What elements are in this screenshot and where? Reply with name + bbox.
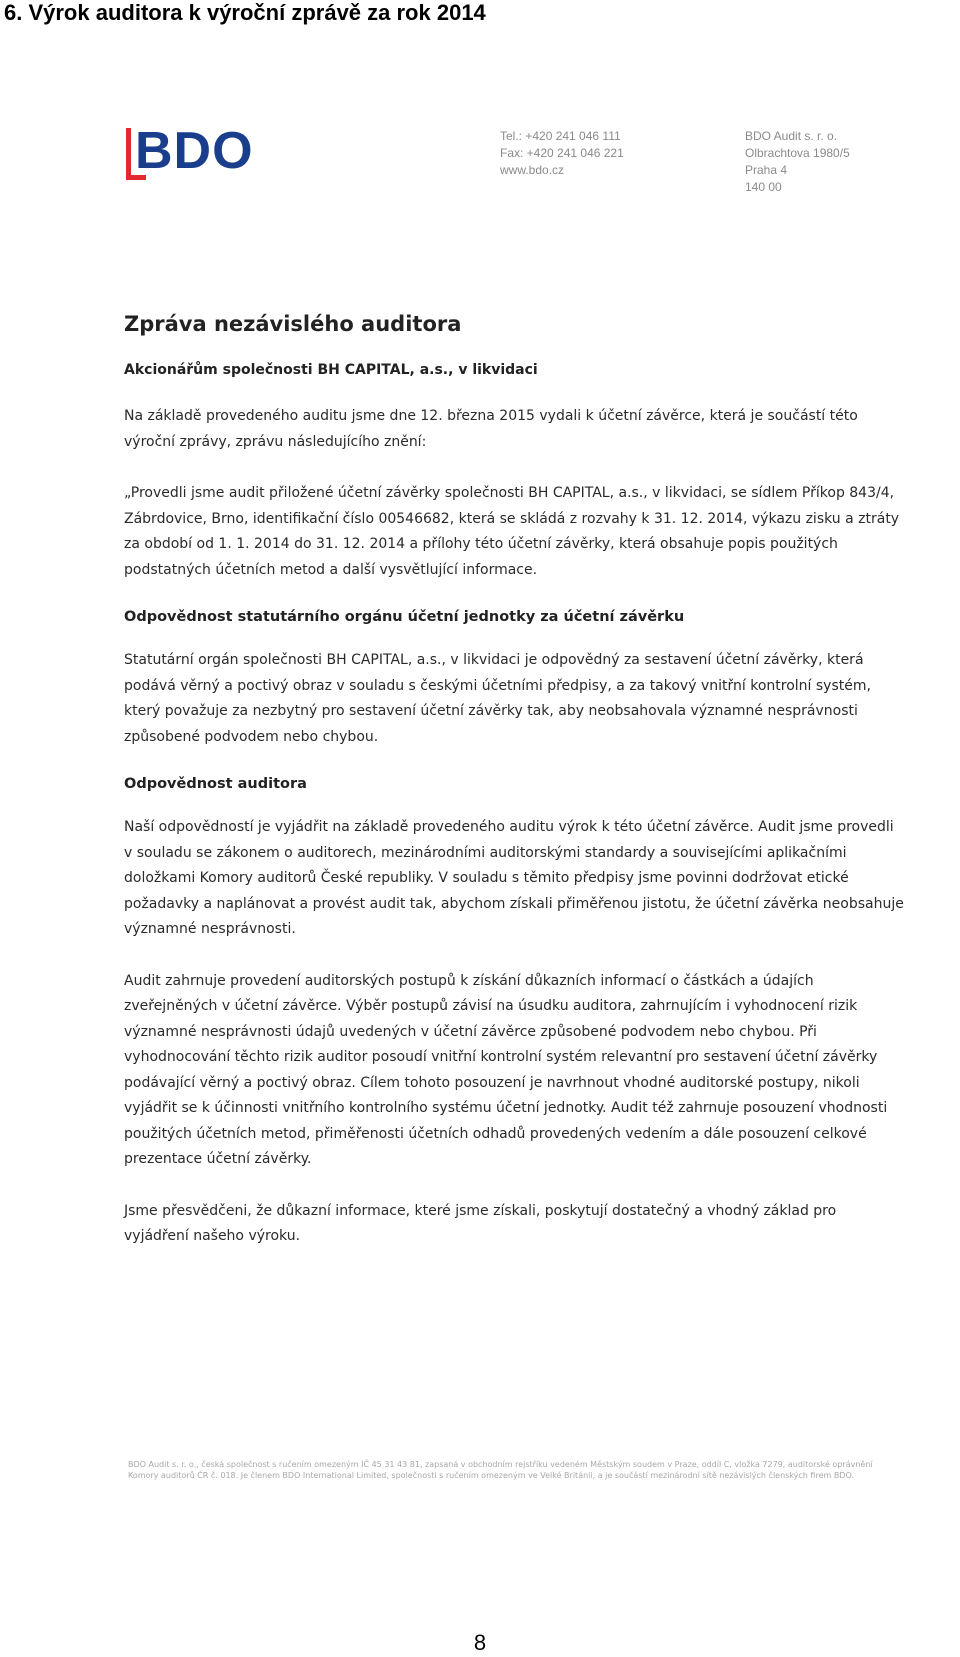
intro-paragraph: Na základě provedeného auditu jsme dne 12. března 2015 vydali k účetní závěrce, která je součástí této výroční zprávy, zprávu následujícího znění: [124,408,858,450]
report-body [124,312,904,1276]
address-street: Olbrachtova 1980/5 [745,146,850,160]
section-statutory-text: Statutární orgán společnosti BH CAPITAL, a.s., v likvidaci je odpovědný za sestavení účetní závěrky, která podává věrný a poctivý obraz v souladu s českými účetními předpisy, a za takový vnitřní kontrolní systém, který považuje za nezbytný pro sestavení účetní závěrky tak, aby neobsahovala významné nesprávnosti způsobené podvodem nebo chybou. [124,652,871,745]
logo-bracket-icon [126,128,131,179]
logo-text: BDO [135,122,254,180]
page-number: 8 [473,1630,487,1655]
contact-phone: Tel.: +420 241 046 111 [500,129,621,143]
report-title: Zpráva nezávislého auditora [124,312,462,336]
bdo-logo [126,122,266,184]
letterhead-footer: BDO Audit s. r. o., česká společnost s ručením omezeným IČ 45 31 43 81, zapsaná v obchodním rejstříku vedeném Městským soudem v Praze, oddíl C, vložka 7279, auditorské oprávnění Komory auditorů ČR č. 018. Je členem BDO International Limited, společnosti s ručením omezeným ve Velké Británii, a je součástí mezinárodní sítě nezávislých členských firem BDO. [128,1460,873,1480]
section-heading-auditor: Odpovědnost auditora [124,776,307,792]
auditor-paragraph-2: Audit zahrnuje provedení auditorských postupů k získání důkazních informací o částkách a údajích zveřejněných v účetní závěrce. Výběr postupů závisí na úsudku auditora, zahrnujícím i vyhodnocení rizik významné nesprávnosti údajů uvedených v účetní závěrce způsobené podvodem nebo chybou. Při vyhodnocování těchto rizik auditor posoudí vnitřní kontrolní systém relevantní pro sestavení účetní závěrky podávající věrný a poctivý obraz. Cílem tohoto posouzení je navrhnout vhodné auditorské postupy, nikoli vyjádřit se k účinnosti vnitřního kontrolního systému účetní jednotky. Audit též zahrnuje posouzení vhodnosti použitých účetních metod, přiměřenosti účetních odhadů provedených vedením a dále posouzení celkové prezentace účetní závěrky. [124,972,888,1167]
address-block [745,128,850,196]
chapter-heading: 6. Výrok auditora k výroční zprávě za rok 2014 [4,0,486,25]
contact-web: www.bdo.cz [500,163,565,177]
auditor-paragraph-1: Naší odpovědností je vyjádřit na základě provedeného auditu výrok k této účetní závěrce. Audit jsme provedli v souladu se zákonem o auditorech, mezinárodními auditorskými standardy a souvisejícími aplikačními doložkami Komory auditorů České republiky. V souladu s těmito předpisy jsme povinni dodržovat etické požadavky a naplánovat a provést audit tak, abychom získali přiměřenou jistotu, že účetní závěrka neobsahuje významné nesprávnosti. [124,819,904,937]
address-zip: 140 00 [745,180,782,194]
report-addressee: Akcionářům společnosti BH CAPITAL, a.s., v likvidaci [124,362,538,378]
quote-paragraph: „Provedli jsme audit přiložené účetní závěrky společnosti BH CAPITAL, a.s., v likvidaci, se sídlem Příkop 843/4, Zábrdovice, Brno, identifikační číslo 00546682, která se skládá z rozvahy k 31. 12. 2014, výkazu zisku a ztráty za období od 1. 1. 2014 do 31. 12. 2014 a přílohy této účetní závěrky, která obsahuje popis použitých podstatných účetních metod a další vysvětlující informace. [124,485,900,578]
auditor-paragraph-3: Jsme přesvědčeni, že důkazní informace, které jsme získali, poskytují dostatečný a vhodný základ pro vyjádření našeho výroku. [124,1202,837,1244]
contact-block [500,128,624,179]
section-heading-statutory: Odpovědnost statutárního orgánu účetní jednotky za účetní závěrku [124,609,685,625]
contact-fax: Fax: +420 241 046 221 [500,146,624,160]
address-city: Praha 4 [745,163,788,177]
address-company: BDO Audit s. r. o. [745,129,838,143]
